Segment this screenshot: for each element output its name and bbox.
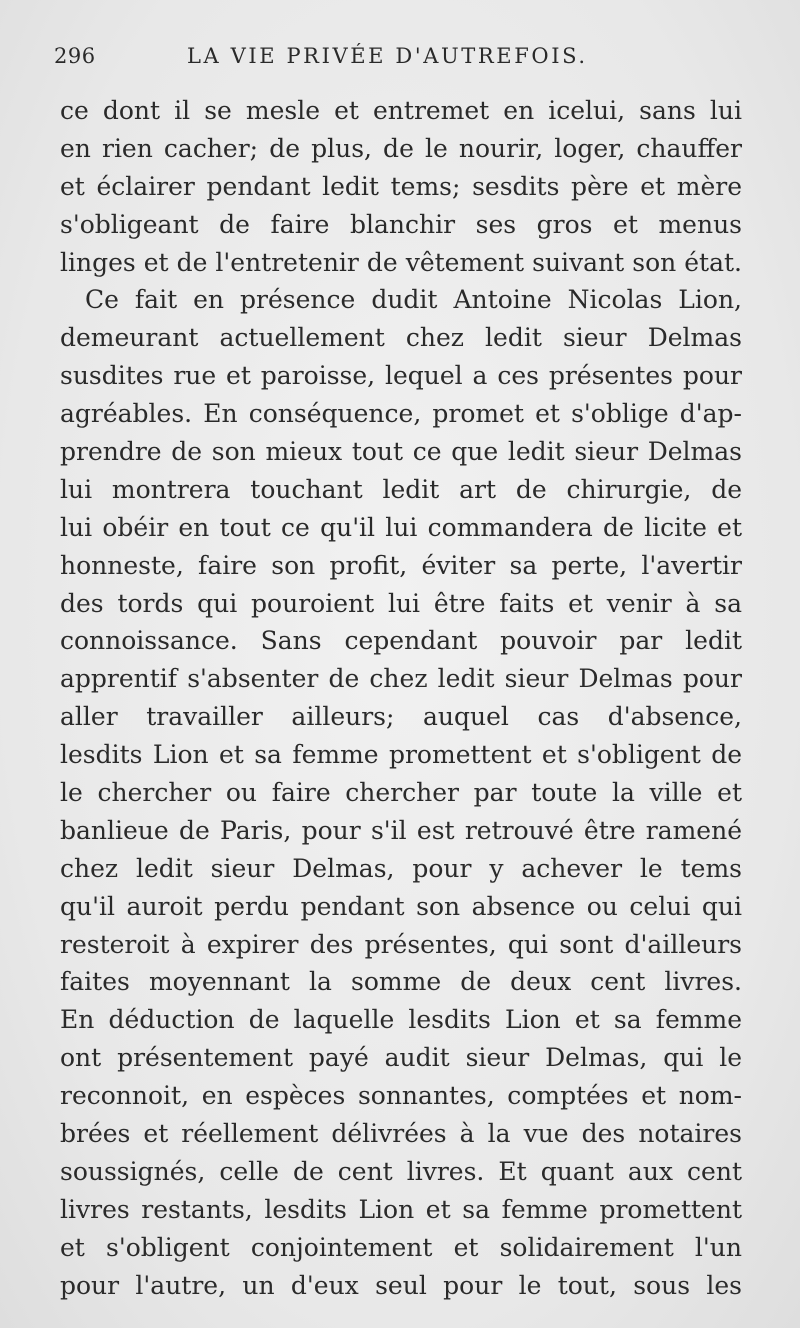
text-line: pour l'autre, un d'eux seul pour le tout, sous les	[60, 1270, 742, 1300]
text-line: susdites rue et paroisse, lequel a ces présentes pour	[60, 361, 742, 391]
text-line: banlieue de Paris, pour s'il est retrouvé être ramené	[60, 815, 742, 845]
text-line: reconnoit, en espèces sonnantes, comptées et nom-	[60, 1081, 742, 1111]
text-line: apprentif s'absenter de chez ledit sieur Delmas pour	[60, 664, 742, 694]
running-title: LA VIE PRIVÉE D'AUTREFOIS.	[187, 44, 588, 68]
text-line: livres restants, lesdits Lion et sa femme promettent	[60, 1194, 742, 1224]
text-line: lui obéir en tout ce qu'il lui commandera de licite et	[60, 512, 742, 542]
running-head	[54, 44, 754, 74]
text-line: aller travailler ailleurs; auquel cas d'absence,	[60, 702, 742, 732]
text-line: qu'il auroit perdu pendant son absence ou celui qui	[60, 891, 742, 921]
text-line: le chercher ou faire chercher par toute la ville et	[60, 778, 742, 808]
text-line: chez ledit sieur Delmas, pour y achever le tems	[60, 853, 742, 883]
text-line: honneste, faire son profit, éviter sa perte, l'avertir	[60, 550, 742, 580]
text-line: linges et de l'entretenir de vêtement suivant son état.	[60, 247, 742, 277]
text-line: s'obligeant de faire blanchir ses gros et menus	[60, 209, 742, 239]
text-line: resteroit à expirer des présentes, qui sont d'ailleurs	[60, 929, 742, 959]
text-line: lui montrera touchant ledit art de chirurgie, de	[60, 474, 742, 504]
body-text	[60, 92, 742, 1305]
text-line: ce dont il se mesle et entremet en icelui, sans lui	[60, 96, 742, 125]
text-line: soussignés, celle de cent livres. Et quant aux cent	[60, 1156, 742, 1186]
text-line: connoissance. Sans cependant pouvoir par ledit	[60, 626, 742, 656]
text-line: prendre de son mieux tout ce que ledit sieur Delmas	[60, 437, 742, 467]
text-line: ont présentement payé audit sieur Delmas, qui le	[60, 1043, 742, 1073]
text-line: faites moyennant la somme de deux cent livres.	[60, 967, 742, 997]
text-line: en rien cacher; de plus, de le nourir, loger, chauffer	[60, 133, 742, 163]
text-line: Ce fait en présence dudit Antoine Nicolas Lion,	[85, 285, 742, 315]
text-line: agréables. En conséquence, promet et s'oblige d'ap-	[60, 399, 742, 429]
text-line: lesdits Lion et sa femme promettent et s'obligent de	[60, 740, 742, 770]
text-line: et éclairer pendant ledit tems; sesdits père et mère	[60, 171, 742, 201]
page-number: 296	[54, 44, 96, 68]
text-line: demeurant actuellement chez ledit sieur Delmas	[60, 323, 742, 353]
text-line: et s'obligent conjointement et solidairement l'un	[60, 1232, 742, 1262]
text-line: En déduction de laquelle lesdits Lion et sa femme	[60, 1005, 742, 1035]
text-line: brées et réellement délivrées à la vue des notaires	[60, 1119, 742, 1149]
text-line: des tords qui pouroient lui être faits et venir à sa	[60, 588, 742, 618]
